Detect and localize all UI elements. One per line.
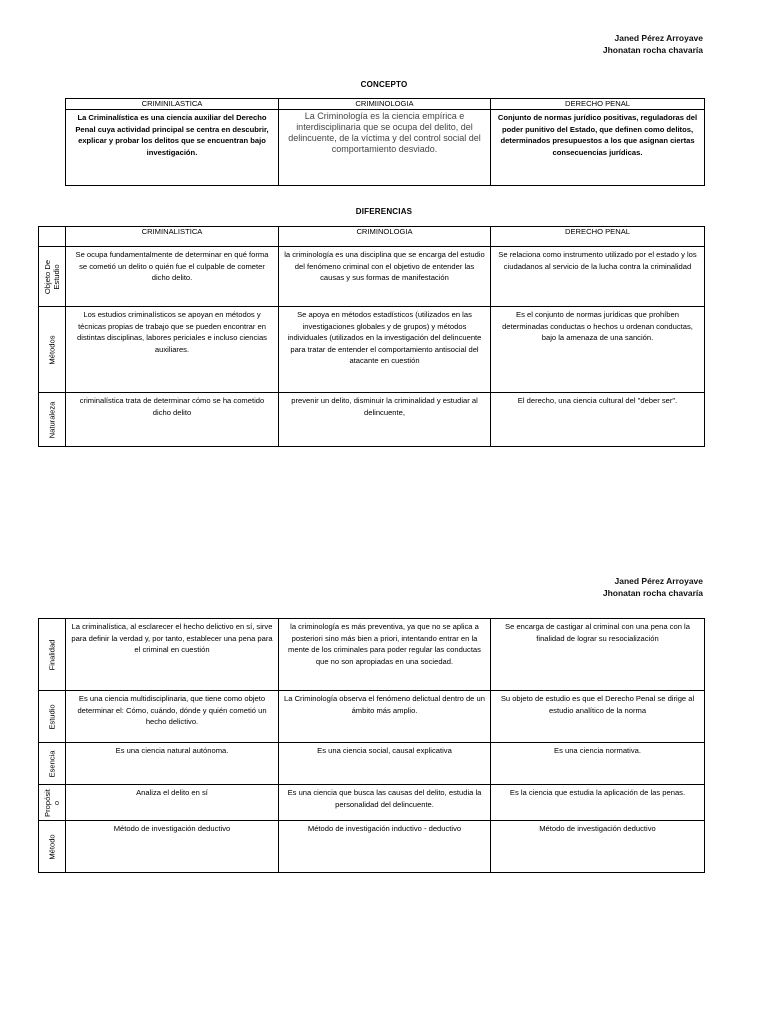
comparison-table-2: [38, 618, 705, 873]
section-title-concepto: CONCEPTO: [360, 80, 408, 89]
author-name: Janed Pérez Arroyave: [614, 33, 703, 43]
author-name: Jhonatan rocha chavaría: [602, 588, 703, 598]
row-label: Naturaleza: [39, 393, 66, 447]
table-cell: La Criminalística es una ciencia auxiliar del Derecho Penal cuya actividad principal se centra en descubrir, explicar y probar los delitos que se encuentran bajo investigación.: [66, 110, 279, 186]
author-name: Jhonatan rocha chavaría: [602, 45, 703, 55]
table-cell: Es la ciencia que estudia la aplicación de las penas.: [491, 785, 705, 821]
concepto-table: [65, 98, 705, 186]
table-cell: Se apoya en métodos estadísticos (utilizados en las investigaciones globales y de grupos) y métodos individuales (utilizados en la investigación del delincuente para tratar de entender el comportamiento antisocial del atacante en cuestión: [279, 307, 491, 393]
row-label: Objeto De Estudio: [39, 247, 66, 307]
table-cell: la criminología es más preventiva, ya que no se aplica a posteriori sino más bien a priori, intentando entrar en la mente de los criminales para poder regular las conductas que no son apropiadas en una sociedad.: [279, 619, 491, 691]
column-header: CRIMINALISTICA: [66, 227, 279, 247]
row-label: Finalidad: [39, 619, 66, 691]
row-label: Esencia: [39, 743, 66, 785]
table-cell: criminalística trata de determinar cómo se ha cometido dicho delito: [66, 393, 279, 447]
row-label: Métodos: [39, 307, 66, 393]
row-label: Estudio: [39, 691, 66, 743]
table-cell: Se encarga de castigar al criminal con una pena con la finalidad de lograr su resocialización: [491, 619, 705, 691]
section-title-diferencias: DIFERENCIAS: [355, 207, 413, 216]
authors-block: [603, 32, 703, 56]
table-cell: Método de investigación deductivo: [491, 821, 705, 873]
table-cell: Conjunto de normas jurídico positivas, reguladoras del poder punitivo del Estado, que definen como delitos, determinados presupuestos a los que asignan ciertas consecuencias jurídicas.: [491, 110, 705, 186]
table-cell: La criminalística, al esclarecer el hecho delictivo en sí, sirve para definir la verdad y, por tanto, establecer una pena para el criminal en cuestión: [66, 619, 279, 691]
table-cell: Método de investigación deductivo: [66, 821, 279, 873]
table-cell: Los estudios criminalísticos se apoyan en métodos y técnicas propias de trabajo que se pueden encontrar en distintas disciplinas, labores periciales e incluso ciencias auxiliares.: [66, 307, 279, 393]
table-cell: Es una ciencia que busca las causas del delito, estudia la personalidad del delincuente.: [279, 785, 491, 821]
column-header: DERECHO PENAL: [491, 227, 705, 247]
row-label: Método: [39, 821, 66, 873]
table-cell: La Criminología observa el fenómeno delictual dentro de un ámbito más amplio.: [279, 691, 491, 743]
table-cell: El derecho, una ciencia cultural del "deber ser".: [491, 393, 705, 447]
corner-cell: [39, 227, 66, 247]
table-cell: Se ocupa fundamentalmente de determinar en qué forma se cometió un delito o quién fue el culpable de cometer dicho delito.: [66, 247, 279, 307]
table-cell: Es el conjunto de normas jurídicas que prohíben determinadas conductas o hechos u ordenan conductas, bajo la amenaza de una sanción.: [491, 307, 705, 393]
diferencias-table: [38, 226, 705, 447]
table-cell: Es una ciencia multidisciplinaria, que tiene como objeto determinar el: Cómo, cuándo, dónde y quién cometió un hecho delictivo.: [66, 691, 279, 743]
column-header: CRIMINILASTICA: [66, 99, 279, 110]
table-cell: La Criminología es la ciencia empírica e interdisciplinaria que se ocupa del delito, del delincuente, de la víctima y del control social del comportamiento desviado.: [279, 110, 491, 186]
table-cell: Método de investigación inductivo - deductivo: [279, 821, 491, 873]
table-cell: Es una ciencia social, causal explicativa: [279, 743, 491, 785]
table-cell: Se relaciona como instrumento utilizado por el estado y los ciudadanos al servicio de la lucha contra la criminalidad: [491, 247, 705, 307]
table-cell: la criminología es una disciplina que se encarga del estudio del fenómeno criminal con el objetivo de entender las causas y sus formas de manifestación: [279, 247, 491, 307]
table-cell: Su objeto de estudio es que el Derecho Penal se dirige al estudio analítico de la norma: [491, 691, 705, 743]
table-cell: Es una ciencia normativa.: [491, 743, 705, 785]
authors-block-page-2: [603, 575, 703, 599]
table-cell: Analiza el delito en sí: [66, 785, 279, 821]
column-header: CRIMINOLOGIA: [279, 227, 491, 247]
row-label: Propósito: [39, 785, 66, 821]
table-cell: Es una ciencia natural autónoma.: [66, 743, 279, 785]
author-name: Janed Pérez Arroyave: [614, 576, 703, 586]
column-header: CRIMIINOLOGIA: [279, 99, 491, 110]
column-header: DERECHO PENAL: [491, 99, 705, 110]
table-cell: prevenir un delito, disminuir la criminalidad y estudiar al delincuente,: [279, 393, 491, 447]
